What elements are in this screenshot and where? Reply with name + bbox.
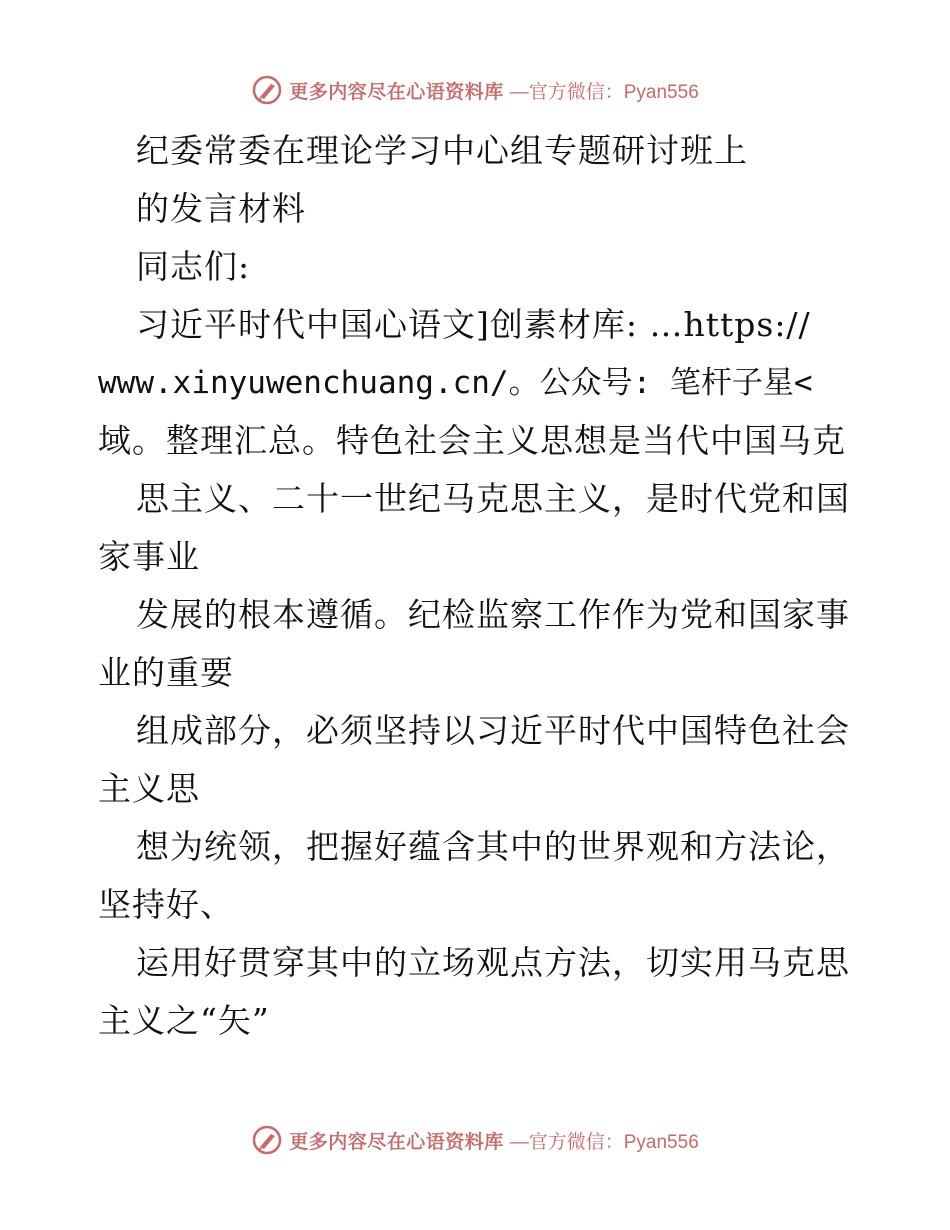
banner-wechat-text: —官方微信：Pyan556 — [509, 1131, 699, 1153]
body-line: 域。整理汇总。特色社会主义思想是当代中国马克 — [98, 421, 846, 460]
body-line: 运用好贯穿其中的立场观点方法，切实用马克思 — [136, 943, 850, 982]
body-line: 主义思 — [98, 769, 200, 808]
document-title-line-2: 的发言材料 — [136, 189, 306, 228]
banner-brand-text: 更多内容尽在心语资料库 — [289, 80, 504, 103]
body-line: 家事业 — [98, 537, 200, 576]
footer-banner — [0, 1120, 950, 1160]
body-line: 坚持好、 — [98, 885, 234, 924]
document-body — [98, 122, 858, 1050]
body-line: 组成部分，必须坚持以习近平时代中国特色社会 — [136, 711, 850, 750]
body-line: 发展的根本遵循。纪检监察工作作为党和国家事 — [136, 595, 850, 634]
document-title-line-1: 纪委常委在理论学习中心组专题研讨班上 — [136, 131, 748, 170]
body-line: 思主义、二十一世纪马克思主义，是时代党和国 — [136, 479, 850, 518]
pen-logo-icon — [251, 1124, 283, 1156]
body-line: 习近平时代中国心语文]创素材库: …https:// — [136, 305, 811, 344]
salutation: 同志们: — [136, 247, 251, 286]
header-banner — [0, 70, 950, 110]
banner-wechat-text: —官方微信：Pyan556 — [509, 81, 699, 103]
body-line: 主义之“矢” — [98, 1001, 270, 1040]
pen-logo-icon — [251, 74, 283, 106]
body-line: 业的重要 — [98, 653, 234, 692]
body-line-url: www.xinyuwenchuang.cn/。公众号: 笔杆子星< — [98, 365, 813, 401]
body-line: 想为统领，把握好蕴含其中的世界观和方法论， — [136, 827, 850, 866]
banner-brand-text: 更多内容尽在心语资料库 — [289, 1130, 504, 1153]
